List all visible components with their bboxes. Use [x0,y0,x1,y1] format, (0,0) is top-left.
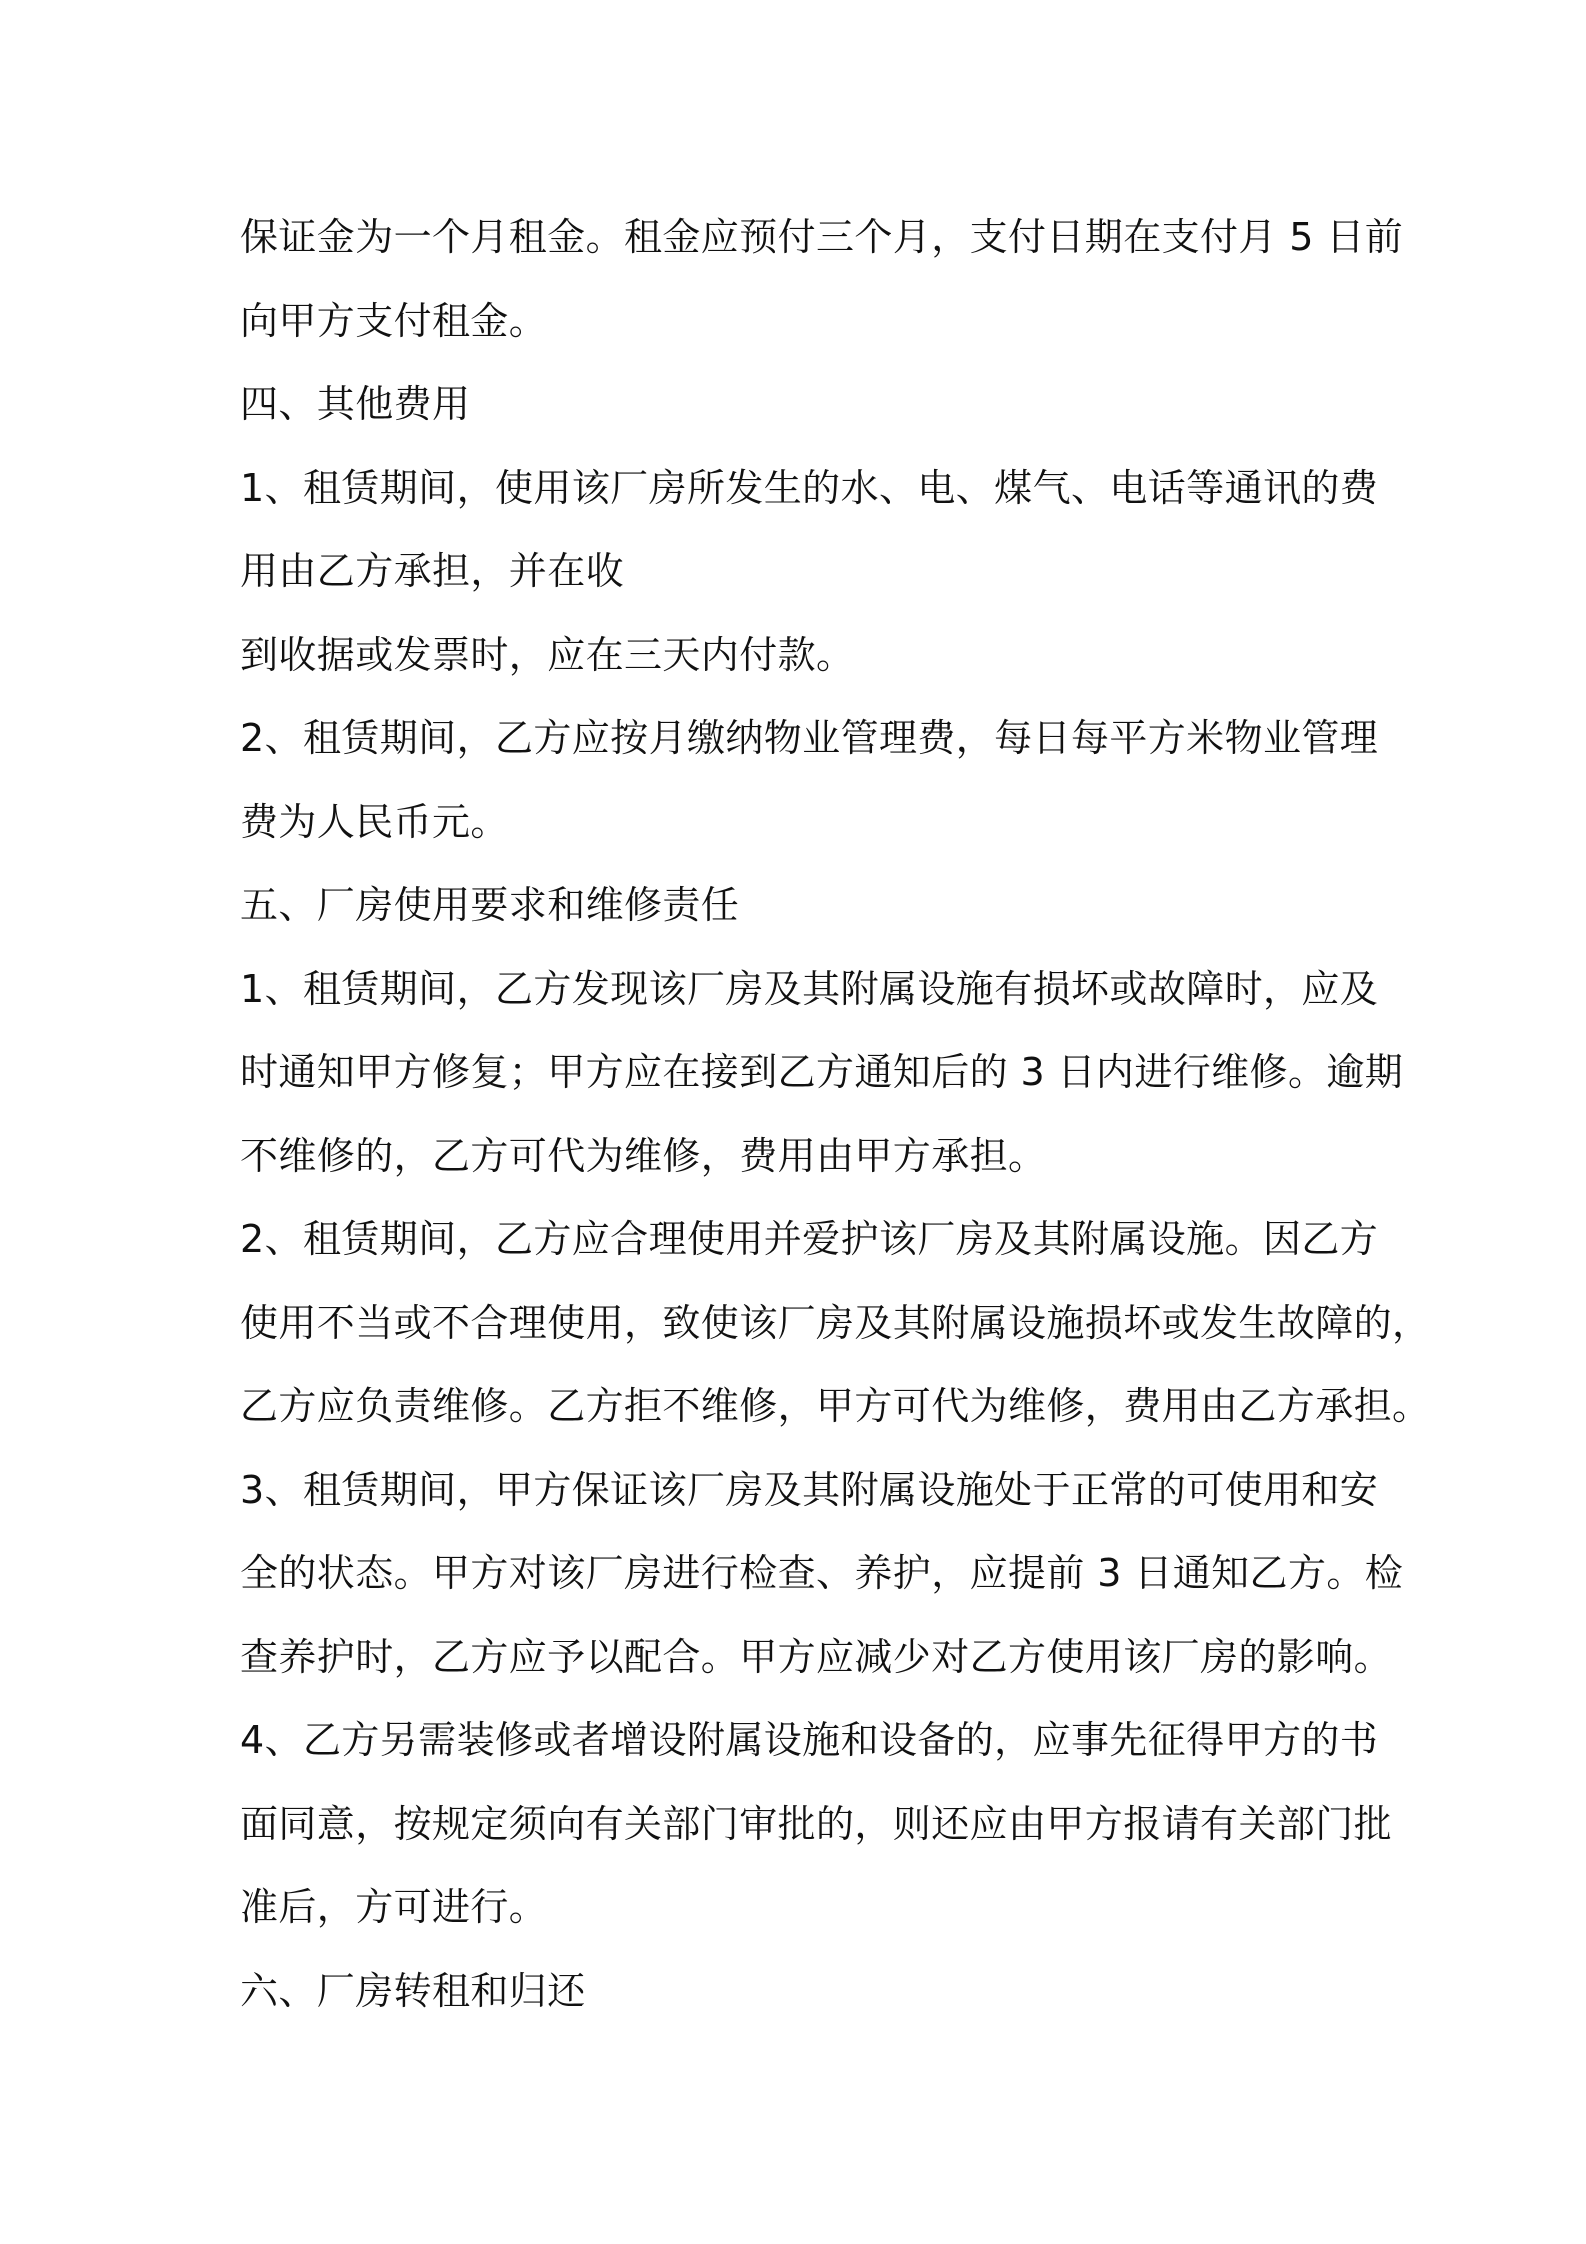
text-line: 面同意，按规定须向有关部门审批的，则还应由甲方报请有关部门批 [240,1801,1393,1846]
section-heading: 四、其他费用 [240,382,471,426]
text-line: 3、租赁期间，甲方保证该厂房及其附属设施处于正常的可使用和安 [240,1467,1379,1512]
text-line: 用由乙方承担，并在收 [240,549,625,593]
text-line: 2、租赁期间，乙方应合理使用并爱护该厂房及其附属设施。因乙方 [240,1217,1379,1261]
text-line: 使用不当或不合理使用，致使该厂房及其附属设施损坏或发生故障的， [240,1300,1431,1345]
text-line: 到收据或发票时，应在三天内付款。 [240,632,855,677]
text-line: 1、租赁期间，乙方发现该厂房及其附属设施有损坏或故障时，应及 [240,966,1379,1011]
text-line: 全的状态。甲方对该厂房进行检查、养护，应提前 3 日通知乙方。检 [240,1551,1404,1595]
text-line: 4、乙方另需装修或者增设附属设施和设备的，应事先征得甲方的书 [240,1718,1379,1762]
section-heading: 六、厂房转租和归还 [240,1968,586,2013]
text-line: 1、租赁期间，使用该厂房所发生的水、电、煤气、电话等通讯的费 [240,465,1379,510]
text-line: 费为人民币元。 [240,799,509,844]
text-line: 2、租赁期间，乙方应按月缴纳物业管理费，每日每平方米物业管理 [240,716,1379,760]
document-body [240,196,1431,2033]
text-line: 不维修的，乙方可代为维修，费用由甲方承担。 [240,1133,1047,1178]
text-line: 查养护时，乙方应予以配合。甲方应减少对乙方使用该厂房的影响。 [240,1634,1393,1679]
text-line: 乙方应负责维修。乙方拒不维修，甲方可代为维修，费用由乙方承担。 [240,1384,1431,1428]
text-line: 保证金为一个月租金。租金应预付三个月，支付日期在支付月 5 日前 [240,215,1404,259]
section-heading: 五、厂房使用要求和维修责任 [240,883,740,927]
text-line: 时通知甲方修复；甲方应在接到乙方通知后的 3 日内进行维修。逾期 [240,1050,1404,1094]
text-line: 准后，方可进行。 [240,1885,548,1929]
text-line: 向甲方支付租金。 [240,298,548,343]
